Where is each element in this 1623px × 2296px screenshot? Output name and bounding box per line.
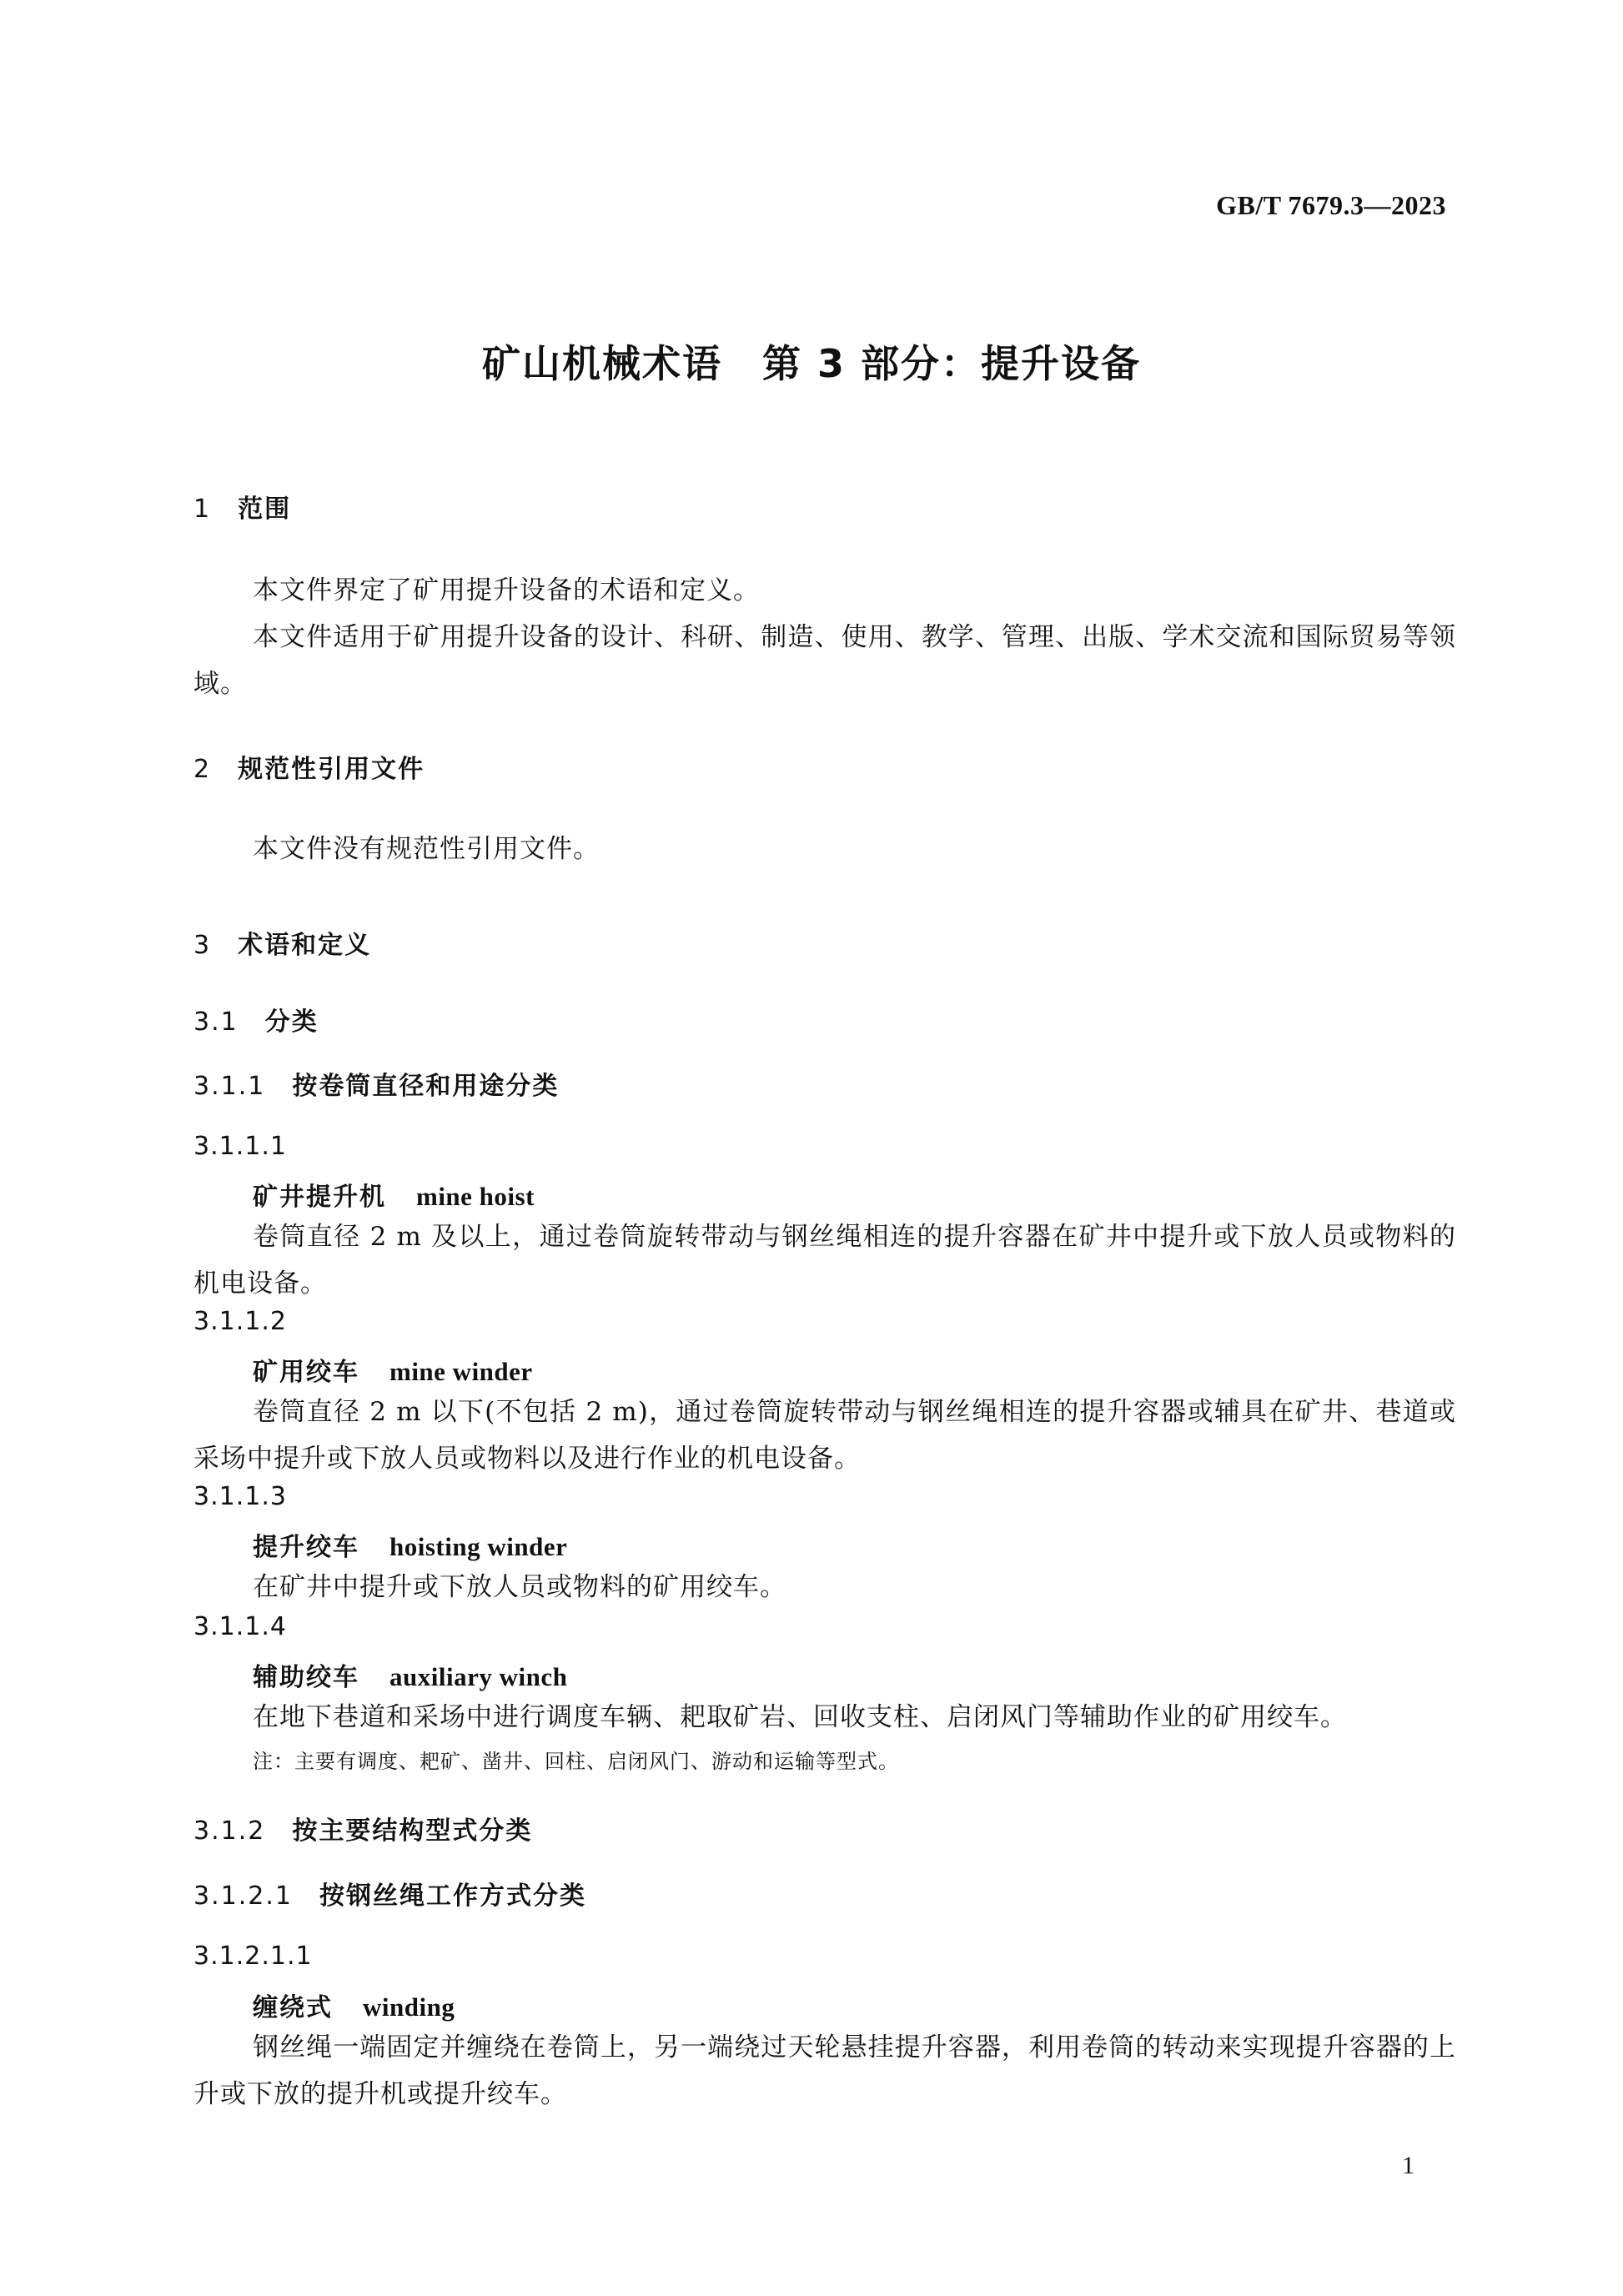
section-heading-1 [193, 488, 291, 525]
term-english: mine winder [389, 1357, 533, 1386]
term-english: auxiliary winch [389, 1662, 568, 1691]
section-number: 1 [193, 495, 212, 524]
section-number: 3.1.2.1 [193, 1882, 293, 1911]
term-definition: 在矿井中提升或下放人员或物料的矿用绞车。 [253, 1572, 786, 1602]
section-heading-3-1-2-1 [193, 1875, 586, 1912]
section-title: 按卷筒直径和用途分类 [292, 1072, 560, 1101]
term-note: 注：主要有调度、耙矿、凿井、回柱、启闭风门、游动和运输等型式。 [253, 1750, 899, 1773]
term-english: mine hoist [416, 1182, 535, 1211]
term-number: 3.1.1.4 [193, 1612, 287, 1641]
page-number: 1 [1402, 2152, 1414, 2179]
section-title: 分类 [264, 1007, 319, 1037]
term-english: winding [363, 1992, 455, 2022]
term-number: 3.1.1.2 [193, 1307, 287, 1336]
term-number: 3.1.1.3 [193, 1482, 287, 1511]
section-heading-3-1-2 [193, 1810, 532, 1846]
section-title: 按主要结构型式分类 [292, 1816, 533, 1846]
section-heading-3 [193, 924, 371, 961]
term-entry [253, 1176, 535, 1213]
document-title: 矿山机械术语 第 3 部分：提升设备 [481, 341, 1142, 386]
paragraph: 本文件没有规范性引用文件。 [253, 834, 600, 864]
section-number: 2 [193, 755, 212, 784]
section-number: 3.1 [193, 1007, 239, 1037]
term-english: hoisting winder [389, 1532, 568, 1561]
section-title: 术语和定义 [238, 931, 372, 960]
term-chinese: 提升绞车 [253, 1533, 359, 1562]
paragraph: 本文件界定了矿用提升设备的术语和定义。 [253, 575, 760, 605]
term-chinese: 矿井提升机 [253, 1183, 386, 1212]
section-heading-3-1 [193, 1001, 319, 1037]
section-title: 按钢丝绳工作方式分类 [319, 1882, 586, 1911]
term-entry [253, 1656, 567, 1693]
term-definition: 钢丝绳一端固定并缠绕在卷筒上，另一端绕过天轮悬挂提升容器，利用卷筒的转动来实现提升容器的上升或下放的提升机或提升绞车。 [193, 2032, 1456, 2109]
section-number: 3 [193, 931, 212, 960]
section-number: 3.1.2 [193, 1816, 266, 1846]
term-number: 3.1.2.1.1 [193, 1942, 313, 1971]
term-definition: 卷筒直径 2 m 以下(不包括 2 m)，通过卷筒旋转带动与钢丝绳相连的提升容器或辅具在矿井、巷道或采场中提升或下放人员或物料以及进行作业的机电设备。 [193, 1397, 1456, 1474]
section-number: 3.1.1 [193, 1072, 266, 1101]
paragraph: 本文件适用于矿用提升设备的设计、科研、制造、使用、教学、管理、出版、学术交流和国际贸易等领域。 [193, 622, 1456, 699]
term-entry [253, 1351, 533, 1388]
term-definition: 在地下巷道和采场中进行调度车辆、耙取矿岩、回收支柱、启闭风门等辅助作业的矿用绞车。 [253, 1702, 1347, 1732]
term-chinese: 缠绕式 [253, 1993, 333, 2022]
section-heading-2 [193, 748, 425, 785]
term-number: 3.1.1.1 [193, 1132, 287, 1161]
term-entry [253, 1526, 567, 1563]
term-entry [253, 1987, 455, 2023]
standard-number: GB/T 7679.3—2023 [1216, 190, 1446, 220]
section-title: 规范性引用文件 [238, 755, 425, 784]
term-definition: 卷筒直径 2 m 及以上，通过卷筒旋转带动与钢丝绳相连的提升容器在矿井中提升或下放人员或物料的机电设备。 [193, 1222, 1456, 1299]
section-title: 范围 [238, 495, 292, 524]
term-chinese: 矿用绞车 [253, 1358, 359, 1387]
term-chinese: 辅助绞车 [253, 1663, 359, 1692]
section-heading-3-1-1 [193, 1065, 559, 1102]
